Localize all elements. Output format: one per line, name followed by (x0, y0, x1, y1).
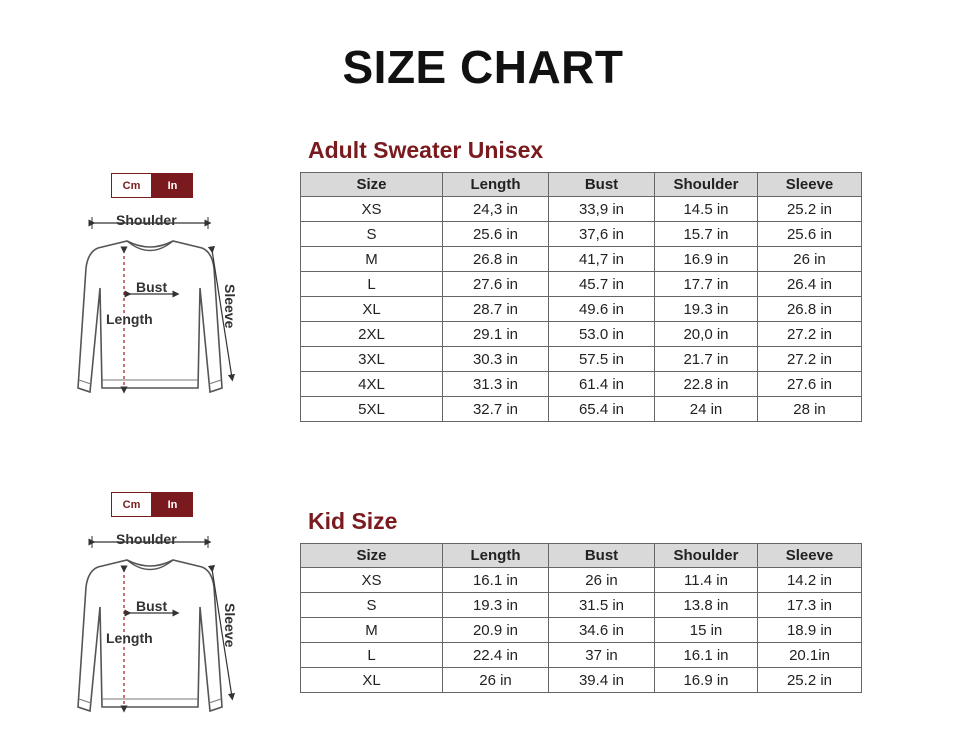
cell-bust: 31.5 in (549, 593, 655, 618)
cell-size: M (301, 618, 443, 643)
cell-size: XS (301, 197, 443, 222)
cell-size: XL (301, 297, 443, 322)
cell-bust: 65.4 in (549, 397, 655, 422)
cell-shoulder: 15.7 in (655, 222, 758, 247)
cell-sleeve: 25.2 in (758, 197, 862, 222)
sleeve-label: Sleeve (222, 603, 238, 648)
cell-sleeve: 17.3 in (758, 593, 862, 618)
table-row (301, 618, 862, 643)
cell-sleeve: 18.9 in (758, 618, 862, 643)
header-size: Size (301, 173, 443, 197)
header-sleeve: Sleeve (758, 544, 862, 568)
cell-size: 2XL (301, 322, 443, 347)
unit-cm-button[interactable]: Cm (111, 173, 152, 198)
table-row (301, 347, 862, 372)
cell-length: 28.7 in (443, 297, 549, 322)
unit-cm-button[interactable]: Cm (111, 492, 152, 517)
cell-bust: 26 in (549, 568, 655, 593)
header-size: Size (301, 544, 443, 568)
cell-sleeve: 14.2 in (758, 568, 862, 593)
cell-size: 4XL (301, 372, 443, 397)
bust-label: Bust (136, 279, 168, 295)
cell-shoulder: 21.7 in (655, 347, 758, 372)
cell-length: 24,3 in (443, 197, 549, 222)
cell-shoulder: 11.4 in (655, 568, 758, 593)
adult-size-table (300, 172, 862, 422)
kid-sweater-diagram (72, 527, 242, 737)
cell-length: 25.6 in (443, 222, 549, 247)
table-header-row (301, 544, 862, 568)
adult-section-title: Adult Sweater Unisex (308, 137, 544, 163)
page-title: SIZE CHART (342, 41, 624, 93)
cell-bust: 41,7 in (549, 247, 655, 272)
cell-bust: 61.4 in (549, 372, 655, 397)
cell-size: S (301, 593, 443, 618)
cell-length: 16.1 in (443, 568, 549, 593)
cell-sleeve: 26 in (758, 247, 862, 272)
table-row (301, 643, 862, 668)
sleeve-label: Sleeve (222, 284, 238, 329)
length-label: Length (106, 311, 153, 327)
cell-shoulder: 17.7 in (655, 272, 758, 297)
unit-in-button[interactable]: In (152, 492, 193, 517)
shoulder-label: Shoulder (116, 212, 177, 228)
cell-size: XS (301, 568, 443, 593)
cell-size: 5XL (301, 397, 443, 422)
header-bust: Bust (549, 544, 655, 568)
header-length: Length (443, 544, 549, 568)
cell-length: 19.3 in (443, 593, 549, 618)
table-row (301, 197, 862, 222)
cell-sleeve: 25.6 in (758, 222, 862, 247)
cell-length: 29.1 in (443, 322, 549, 347)
cell-length: 27.6 in (443, 272, 549, 297)
cell-length: 32.7 in (443, 397, 549, 422)
cell-shoulder: 22.8 in (655, 372, 758, 397)
cell-length: 20.9 in (443, 618, 549, 643)
table-row (301, 593, 862, 618)
cell-sleeve: 20.1in (758, 643, 862, 668)
table-row (301, 668, 862, 693)
bust-label: Bust (136, 598, 168, 614)
unit-in-button[interactable]: In (152, 173, 193, 198)
cell-size: S (301, 222, 443, 247)
table-header-row (301, 173, 862, 197)
sweater-outline-icon (72, 208, 242, 418)
cell-shoulder: 16.1 in (655, 643, 758, 668)
cell-size: 3XL (301, 347, 443, 372)
cell-bust: 37 in (549, 643, 655, 668)
cell-size: L (301, 643, 443, 668)
cell-length: 30.3 in (443, 347, 549, 372)
cell-shoulder: 16.9 in (655, 668, 758, 693)
cell-length: 22.4 in (443, 643, 549, 668)
header-shoulder: Shoulder (655, 544, 758, 568)
header-length: Length (443, 173, 549, 197)
kid-unit-toggle[interactable] (111, 492, 193, 517)
header-shoulder: Shoulder (655, 173, 758, 197)
cell-shoulder: 24 in (655, 397, 758, 422)
cell-size: XL (301, 668, 443, 693)
cell-shoulder: 15 in (655, 618, 758, 643)
cell-bust: 57.5 in (549, 347, 655, 372)
table-row (301, 372, 862, 397)
cell-sleeve: 27.2 in (758, 322, 862, 347)
header-sleeve: Sleeve (758, 173, 862, 197)
cell-sleeve: 28 in (758, 397, 862, 422)
cell-length: 26.8 in (443, 247, 549, 272)
cell-shoulder: 16.9 in (655, 247, 758, 272)
cell-bust: 37,6 in (549, 222, 655, 247)
shoulder-label: Shoulder (116, 531, 177, 547)
cell-sleeve: 26.4 in (758, 272, 862, 297)
cell-bust: 33,9 in (549, 197, 655, 222)
cell-bust: 53.0 in (549, 322, 655, 347)
cell-bust: 49.6 in (549, 297, 655, 322)
table-row (301, 397, 862, 422)
table-row (301, 272, 862, 297)
cell-shoulder: 13.8 in (655, 593, 758, 618)
table-row (301, 222, 862, 247)
cell-shoulder: 20,0 in (655, 322, 758, 347)
cell-length: 31.3 in (443, 372, 549, 397)
table-row (301, 297, 862, 322)
table-row (301, 568, 862, 593)
cell-sleeve: 27.2 in (758, 347, 862, 372)
length-label: Length (106, 630, 153, 646)
cell-size: M (301, 247, 443, 272)
cell-shoulder: 19.3 in (655, 297, 758, 322)
cell-shoulder: 14.5 in (655, 197, 758, 222)
cell-bust: 45.7 in (549, 272, 655, 297)
table-row (301, 322, 862, 347)
sweater-outline-icon (72, 527, 242, 737)
cell-size: L (301, 272, 443, 297)
cell-bust: 39.4 in (549, 668, 655, 693)
table-row (301, 247, 862, 272)
cell-sleeve: 27.6 in (758, 372, 862, 397)
kid-size-table (300, 543, 862, 693)
cell-sleeve: 26.8 in (758, 297, 862, 322)
cell-bust: 34.6 in (549, 618, 655, 643)
header-bust: Bust (549, 173, 655, 197)
adult-sweater-diagram (72, 208, 242, 418)
adult-unit-toggle[interactable] (111, 173, 193, 198)
cell-sleeve: 25.2 in (758, 668, 862, 693)
kid-section-title: Kid Size (308, 508, 398, 534)
cell-length: 26 in (443, 668, 549, 693)
